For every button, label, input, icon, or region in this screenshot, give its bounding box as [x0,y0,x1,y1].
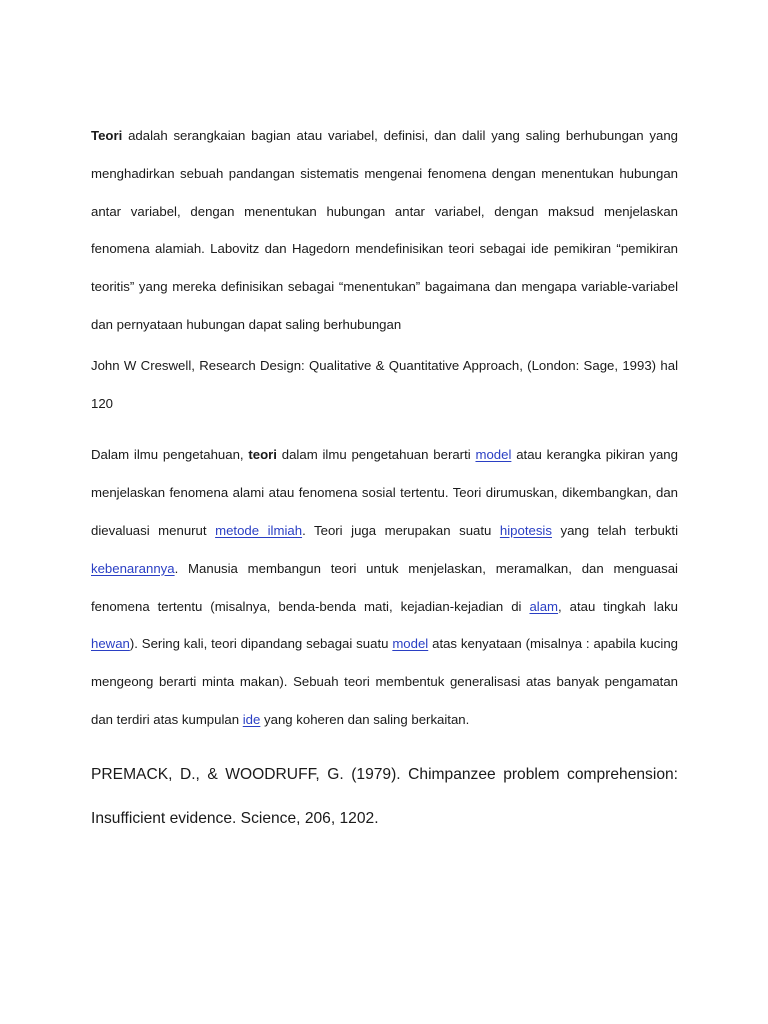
term-teori: Teori [91,128,123,143]
text-segment: Dalam ilmu pengetahuan, [91,447,249,463]
document-page [91,117,678,856]
text-segment: yang telah terbukti [551,522,679,538]
citation-premack-woodruff: PREMACK, D., & WOODRUFF, G. (1979). Chimpanzee problem comprehension: Insufficient evidence. Science, 206, 1202. [91,765,678,827]
paragraph-teori-science [91,436,678,738]
link-metode-ilmiah[interactable]: metode ilmiah [215,522,303,538]
text-segment: ). Sering kali, teori dipandang sebagai suatu [129,636,393,652]
link-model-2[interactable]: model [392,636,429,652]
link-kebenarannya[interactable]: kebenarannya [91,560,175,576]
text-segment: . Teori juga merupakan suatu [302,522,500,538]
text-segment: atas kenyataan (misalnya : apabila kucing mengeong berarti minta makan). Sebuah teori membentuk generalisasi atas banyak pengamatan dan terdiri atas kumpulan [91,636,678,727]
text-segment: atau kerangka pikiran yang menjelaskan fenomena alami atau fenomena sosial tertentu. Teori dirumuskan, dikembangkan, dan dievaluasi menurut [91,447,678,538]
paragraph-teori-definition [91,117,678,344]
text-segment: yang koheren dan saling berkaitan. [260,711,470,727]
link-hipotesis[interactable]: hipotesis [499,522,552,538]
citation-creswell: John W Creswell, Research Design: Qualitative & Quantitative Approach, (London: Sage, 1993) hal 120 [91,357,678,411]
paragraph-teori-body: adalah serangkaian bagian atau variabel, definisi, dan dalil yang saling berhubungan yang menghadirkan sebuah pandangan sistematis mengenai fenomena dengan menentukan hubungan antar variabel, dengan menentukan hubungan antar variabel, dengan maksud menjelaskan fenomena alamiah. Labovitz dan Hagedorn mendefinisikan teori sebagai ide pemikiran “pemikiran teoritis” yang mereka definisikan sebagai “menentukan” bagaimana dan mengapa variable-variabel dan pernyataan hubungan dapat saling berhubungan [91,128,678,332]
text-segment: dalam ilmu pengetahuan berarti [276,447,476,463]
link-alam[interactable]: alam [529,598,559,614]
link-hewan[interactable]: hewan [91,636,130,652]
text-segment: . Manusia membangun teori untuk menjelaskan, meramalkan, dan menguasai fenomena tertentu (misalnya, benda-benda mati, kejadian-kejadian di [91,560,678,614]
term-teori-bold: teori [248,447,277,463]
link-ide[interactable]: ide [242,711,261,727]
text-segment: , atau tingkah laku [558,598,678,614]
link-model[interactable]: model [475,447,512,463]
